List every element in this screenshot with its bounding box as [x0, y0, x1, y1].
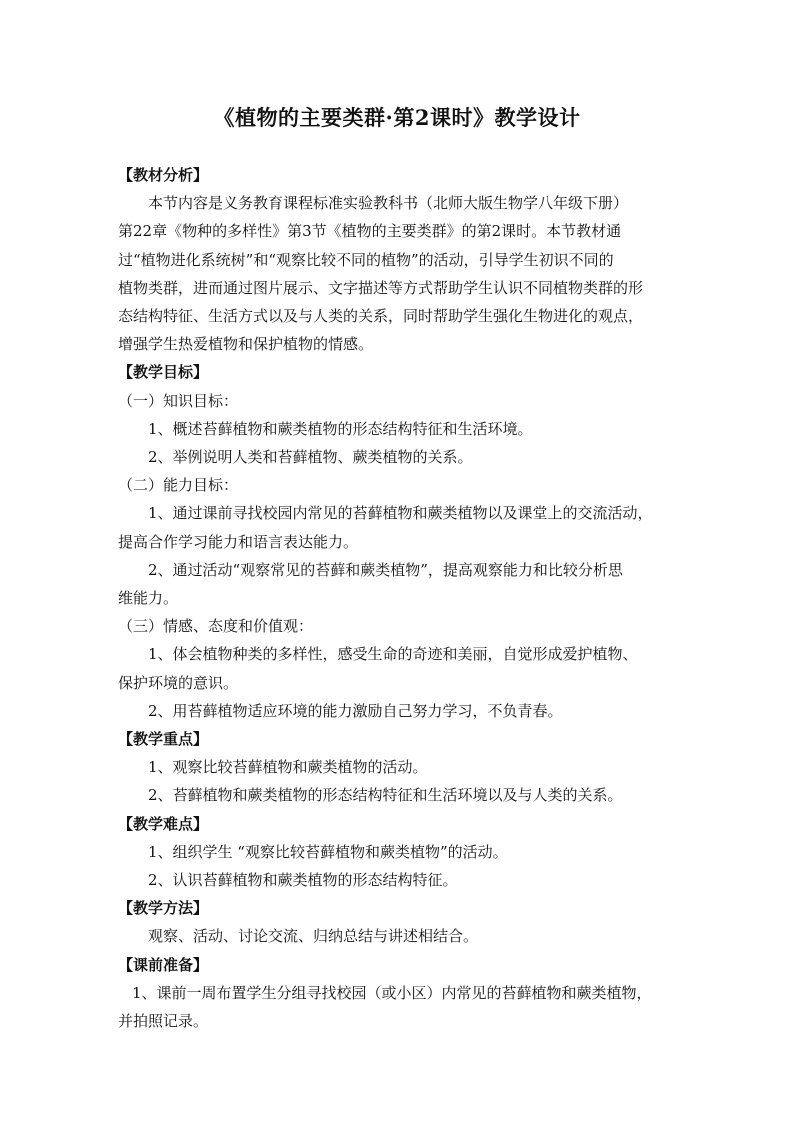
difficulty-item-1: 1、组织学生 “观察比较苔藓植物和蕨类植物”的活动。 [148, 842, 508, 861]
document-body [118, 161, 678, 1035]
goals-attitude-item-2: 2、用苔藓植物适应环境的能力激励自己努力学习，不负青春。 [148, 701, 563, 720]
goals-ability-label: （二）能力目标： [118, 476, 239, 495]
key-point-item-1: 1、观察比较苔藓植物和蕨类植物的活动。 [148, 758, 428, 777]
goals-ability-item-1-line-1: 1、通过课前寻找校园内常见的苔藓植物和蕨类植物以及课堂上的交流活动， [148, 504, 653, 523]
analysis-line-6: 增强学生热爱植物和保护植物的情感。 [118, 335, 374, 354]
goals-ability-item-1-line-2: 提高合作学习能力和语言表达能力。 [118, 532, 359, 551]
goals-knowledge-item-2: 2、举例说明人类和苔藓植物、蕨类植物的关系。 [148, 448, 473, 467]
preparation-line-2: 并拍照记录。 [118, 1012, 209, 1031]
section-heading-analysis: 【教材分析】 [118, 166, 209, 184]
section-heading-key-points: 【教学重点】 [118, 730, 209, 749]
document-title: 《植物的主要类群·第2课时》教学设计 [213, 105, 581, 130]
difficulty-item-2: 2、认识苔藓植物和蕨类植物的形态结构特征。 [148, 871, 458, 890]
goals-knowledge-item-1: 1、概述苔藓植物和蕨类植物的形态结构特征和生活环境。 [148, 419, 533, 438]
goals-attitude-label: （三）情感、态度和价值观： [118, 617, 314, 636]
section-heading-difficulties: 【教学难点】 [118, 814, 209, 833]
section-heading-methods: 【教学方法】 [118, 899, 209, 918]
section-heading-goals: 【教学目标】 [118, 363, 209, 382]
analysis-line-1: 本节内容是义务教育课程标准实验教科书（北师大版生物学八年级下册） [148, 194, 629, 213]
analysis-line-4: 植物类群，进而通过图片展示、文字描述等方式帮助学生认识不同植物类群的形 [118, 278, 644, 297]
goals-ability-item-2-line-1: 2、通过活动“观察常见的苔藓和蕨类植物”，提高观察能力和比较分析思 [148, 560, 623, 579]
methods-text: 观察、活动、讨论交流、归纳总结与讲述相结合。 [148, 927, 479, 946]
goals-knowledge-label: （一）知识目标： [118, 391, 239, 410]
preparation-line-1: 1、课前一周布置学生分组寻找校园（或小区）内常见的苔藓植物和蕨类植物， [132, 983, 652, 1002]
analysis-line-5: 态结构特征、生活方式以及与人类的关系，同时帮助学生强化生物进化的观点， [118, 307, 644, 326]
goals-attitude-item-1-line-1: 1、体会植物种类的多样性，感受生命的奇迹和美丽，自觉形成爱护植物、 [148, 645, 638, 664]
section-heading-preparation: 【课前准备】 [118, 955, 209, 974]
analysis-line-2: 第22章《物种的多样性》第3节《植物的主要类群》的第2课时。本节教材通 [118, 222, 622, 241]
goals-ability-item-2-line-2: 维能力。 [118, 589, 179, 608]
analysis-line-3: 过“植物进化系统树”和“观察比较不同的植物”的活动，引导学生初识不同的 [118, 250, 614, 269]
goals-attitude-item-1-line-2: 保护环境的意识。 [118, 673, 239, 692]
key-point-item-2: 2、苔藓植物和蕨类植物的形态结构特征和生活环境以及与人类的关系。 [148, 786, 623, 805]
